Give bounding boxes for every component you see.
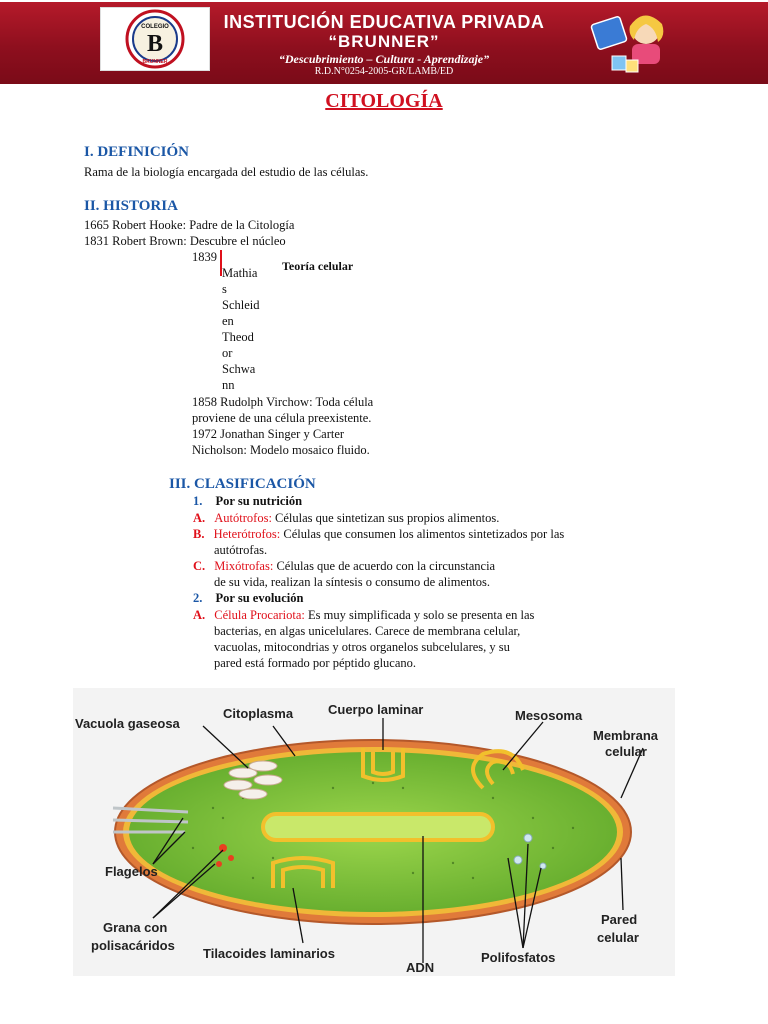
item-text: Células que sintetizan sus propios alimentos. <box>271 511 500 525</box>
dna-region <box>263 814 493 840</box>
item-text: Células que de acuerdo con la circunstancia <box>273 559 496 573</box>
historia-line: 1831 Robert Brown: Descubre el núcleo <box>84 234 286 248</box>
label-cuerpo-laminar: Cuerpo laminar <box>328 702 424 717</box>
historia-1839-names <box>222 265 272 393</box>
name-fragment: s <box>222 282 227 296</box>
item-mark: A. <box>193 511 206 525</box>
label-grana-1: Grana con <box>103 920 168 935</box>
historia-after-line: 1972 Jonathan Singer y Carter <box>192 427 345 441</box>
logo-text: COLEGIO <box>141 24 169 30</box>
label-mesosoma: Mesosoma <box>515 708 583 723</box>
item-procariota <box>193 607 593 623</box>
label-flagelos: Flagelos <box>105 864 158 879</box>
sub1-label: Por su nutrición <box>215 494 303 508</box>
sub2-label: Por su evolución <box>215 591 304 605</box>
page-title: CITOLOGÍA <box>325 90 443 112</box>
item-term: Célula Procariota: <box>214 608 305 622</box>
clasificacion-heading: III. CLASIFICACIÓN <box>169 476 316 492</box>
label-polifosfatos: Polifosfatos <box>481 950 556 965</box>
item-mixotrofas <box>193 558 573 574</box>
label-citoplasma: Citoplasma <box>223 706 294 721</box>
item-term: Autótrofos: <box>214 511 272 525</box>
logo-letter: B <box>146 31 164 57</box>
label-membrana-1: Membrana <box>593 728 659 743</box>
sub2-row <box>193 590 303 606</box>
label-vacuola-gaseosa: Vacuola gaseosa <box>75 716 180 731</box>
sub1-number: 1. <box>193 494 203 508</box>
label-adn: ADN <box>406 960 435 975</box>
logo-sub: BRUNNER <box>142 59 168 65</box>
item-text: Es muy simplificada y solo se presenta en las <box>304 608 535 622</box>
historia-after-line: Nicholson: Modelo mosaico fluido. <box>192 443 370 457</box>
historia-year-1839: 1839 <box>192 250 217 264</box>
name-fragment: Schwa <box>222 362 256 376</box>
item-mark: C. <box>193 559 206 573</box>
sub1-row <box>193 493 302 509</box>
item-mark: A. <box>193 608 206 622</box>
mascot-illustration <box>584 6 674 76</box>
historia-after-line: 1858 Rudolph Virchow: Toda célula <box>192 395 374 409</box>
sub2-number: 2. <box>193 591 203 605</box>
name-fragment: Theod <box>222 330 254 344</box>
item-term: Mixótrofas: <box>214 559 274 573</box>
definicion-text: Rama de la biología encargada del estudio de las células. <box>84 165 369 179</box>
name-fragment: en <box>222 314 234 328</box>
prokaryotic-cell-diagram <box>73 688 675 976</box>
school-line1: INSTITUCIÓN EDUCATIVA PRIVADA <box>223 12 545 32</box>
label-pared-2: celular <box>597 930 639 945</box>
historia-line: 1665 Robert Hooke: Padre de la Citología <box>84 218 295 232</box>
label-grana-2: polisacáridos <box>91 938 175 953</box>
item-text-cont: de su vida, realizan la síntesis o consumo de alimentos. <box>214 575 490 589</box>
label-membrana-2: celular <box>605 744 647 759</box>
name-fragment: Mathia <box>222 266 258 280</box>
school-motto: “Descubrimiento – Cultura - Aprendizaje” <box>278 52 490 66</box>
school-rdn: R.D.N°0254-2005-GR/LAMB/ED <box>314 66 454 77</box>
item-text-cont: autótrofas. <box>214 543 268 557</box>
name-fragment: or <box>222 346 233 360</box>
procariota-line: pared está formado por péptido glucano. <box>214 656 417 670</box>
item-text: Células que consumen los alimentos sintetizados por las <box>280 527 565 541</box>
item-heterotrofos <box>193 526 633 542</box>
item-autotrofos <box>193 510 633 526</box>
procariota-line: vacuolas, mitocondrias y otros organelos subcelulares, y su <box>214 640 510 654</box>
procariota-line: bacterias, en algas unicelulares. Carece de membrana celular, <box>214 624 521 638</box>
historia-heading: II. HISTORIA <box>84 198 178 214</box>
label-tilacoides: Tilacoides laminarios <box>203 946 335 961</box>
teoria-celular-label: Teoría celular <box>282 259 354 273</box>
historia-after-line: proviene de una célula preexistente. <box>192 411 372 425</box>
school-line2: “BRUNNER” <box>328 32 440 51</box>
name-fragment: Schleid <box>222 298 260 312</box>
definicion-heading: I. DEFINICIÓN <box>84 144 190 160</box>
label-pared-1: Pared <box>601 912 638 927</box>
item-mark: B. <box>193 527 205 541</box>
item-term: Heterótrofos: <box>213 527 281 541</box>
name-fragment: nn <box>222 378 235 392</box>
